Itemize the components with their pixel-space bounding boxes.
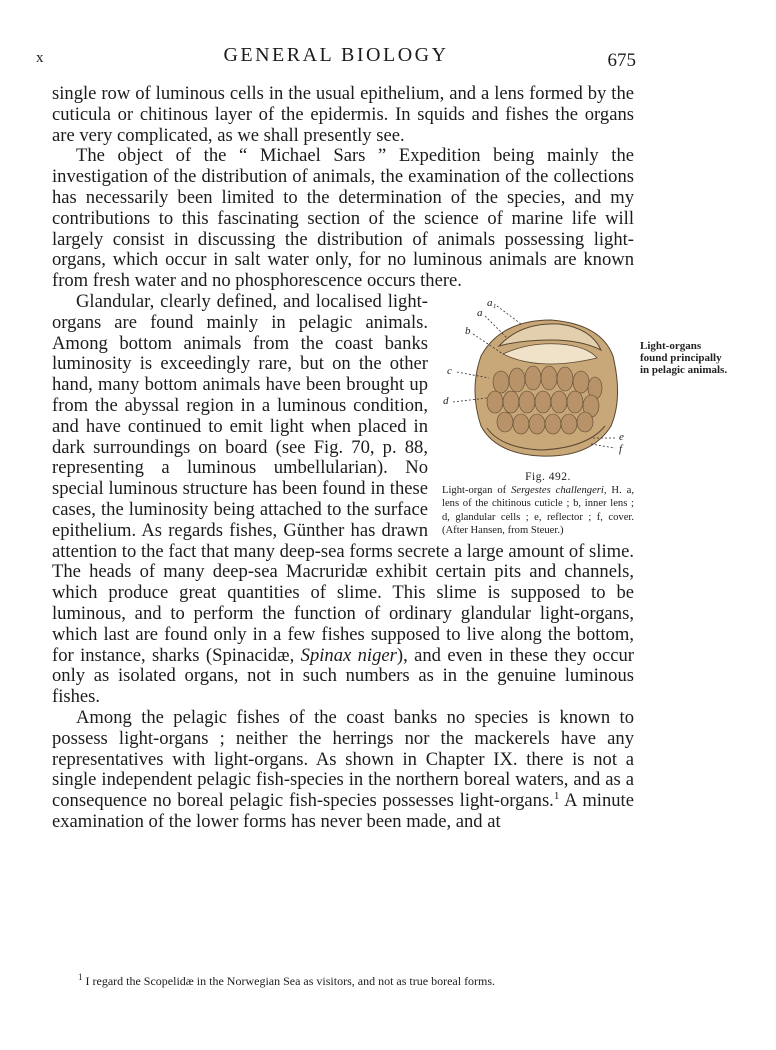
page-number: 675: [607, 50, 636, 71]
label-b: b: [465, 324, 471, 337]
figure-492: [438, 298, 634, 538]
running-header: [36, 44, 636, 71]
label-a: a: [477, 306, 483, 319]
paragraph-3-text-end: ), and even in these they occur only as isolated organs, not in such numbers as in the genuine luminous fishes.: [52, 644, 634, 708]
paragraph-3: [52, 292, 634, 708]
figure-caption: [438, 484, 634, 538]
figure-number: Fig. 492.: [525, 470, 571, 483]
paragraph-3-text: Glandular, clearly defined, and localised light-organs are found mainly in pelagic animals. Among bottom animals from the coast banks luminosity is exceedingly rare, but on the other hand, many bottom animals have been brought up from the abyssal region in a luminous condition, and have continued to emit light when placed in dark surroundings on board (see Fig. 70, p. 88, representing a luminous umbellularian). No special luminous structure has been found in these cases, the luminosity being attached to the surface epithelium. As regards fishes, Günther has drawn attention to the fact that many deep-sea forms secrete a large amount of slime. The heads of many deep-sea Macruridæ exhibit certain pits and channels, which produce great quantities of slime. This slime is supposed to be luminous, and to perform the function of ordinary glandular light-organs, which last are found only in a few fishes supposed to live along the bottom, for instance, sharks (Spinacidæ,: [52, 290, 634, 666]
paragraph-4: [52, 708, 634, 833]
label-a1: a₁: [487, 297, 497, 309]
label-f: f: [619, 442, 623, 455]
footnote-ref: 1: [553, 789, 560, 802]
figure-caption-part: , H. a, lens of the chitinous cuticle ; b, inner lens ; d, glandular cells ; e, reflector ; f, cover. (After Hansen, from Steuer.): [442, 484, 634, 537]
paragraph-2: The object of the “ Michael Sars ” Expedition being mainly the investigation of the distribution of animals, the examination of the collections has necessarily been limited to the determination of the species, and my contributions to this fascinating section of the science of marine life will largely consist in discussing the distribution of animals possessing light-organs, which occur in salt water only, for no luminous animals are known from fresh water and no phosphorescence occurs there.: [52, 145, 634, 292]
glandular-cells: [487, 366, 602, 434]
label-c: c: [447, 364, 452, 377]
species-name: Spinax niger: [300, 644, 397, 666]
light-organ-illustration: [441, 298, 631, 468]
footnote-text: I regard the Scopelidæ in the Norwegian Sea as visitors, and not as true boreal forms.: [82, 974, 496, 988]
label-e: e: [619, 430, 624, 443]
paragraph-1: single row of luminous cells in the usual epithelium, and a lens formed by the cuticula or chitinous layer of the epidermis. In squids and fishes the organs are very complicated, as we shall presently see.: [52, 83, 634, 146]
footnote: [78, 974, 638, 988]
paragraph-4-text: Among the pelagic fishes of the coast banks no species is known to possess light-organs ; neither the herrings nor the mackerels have any representatives with light-organs. As shown in Chapter IX. there is not a single independent pelagic fish-species in the northern boreal waters, and as a consequence no boreal pelagic fish-species possesses light-organs.: [52, 706, 634, 812]
label-d: d: [443, 394, 449, 407]
footnote-marker: 1: [78, 972, 83, 982]
figure-caption-part: Light-organ of: [442, 484, 512, 496]
margin-note: Light-organs found principally in pelagic animals.: [640, 340, 728, 376]
signature-mark: x: [36, 50, 44, 66]
body-text: [52, 84, 634, 833]
page-title: GENERAL BIOLOGY: [223, 44, 449, 66]
figure-caption-species: Sergestes challengeri: [511, 484, 604, 496]
paragraph-4-text-end: A minute examination of the lower forms has never been made, and at: [52, 790, 634, 832]
